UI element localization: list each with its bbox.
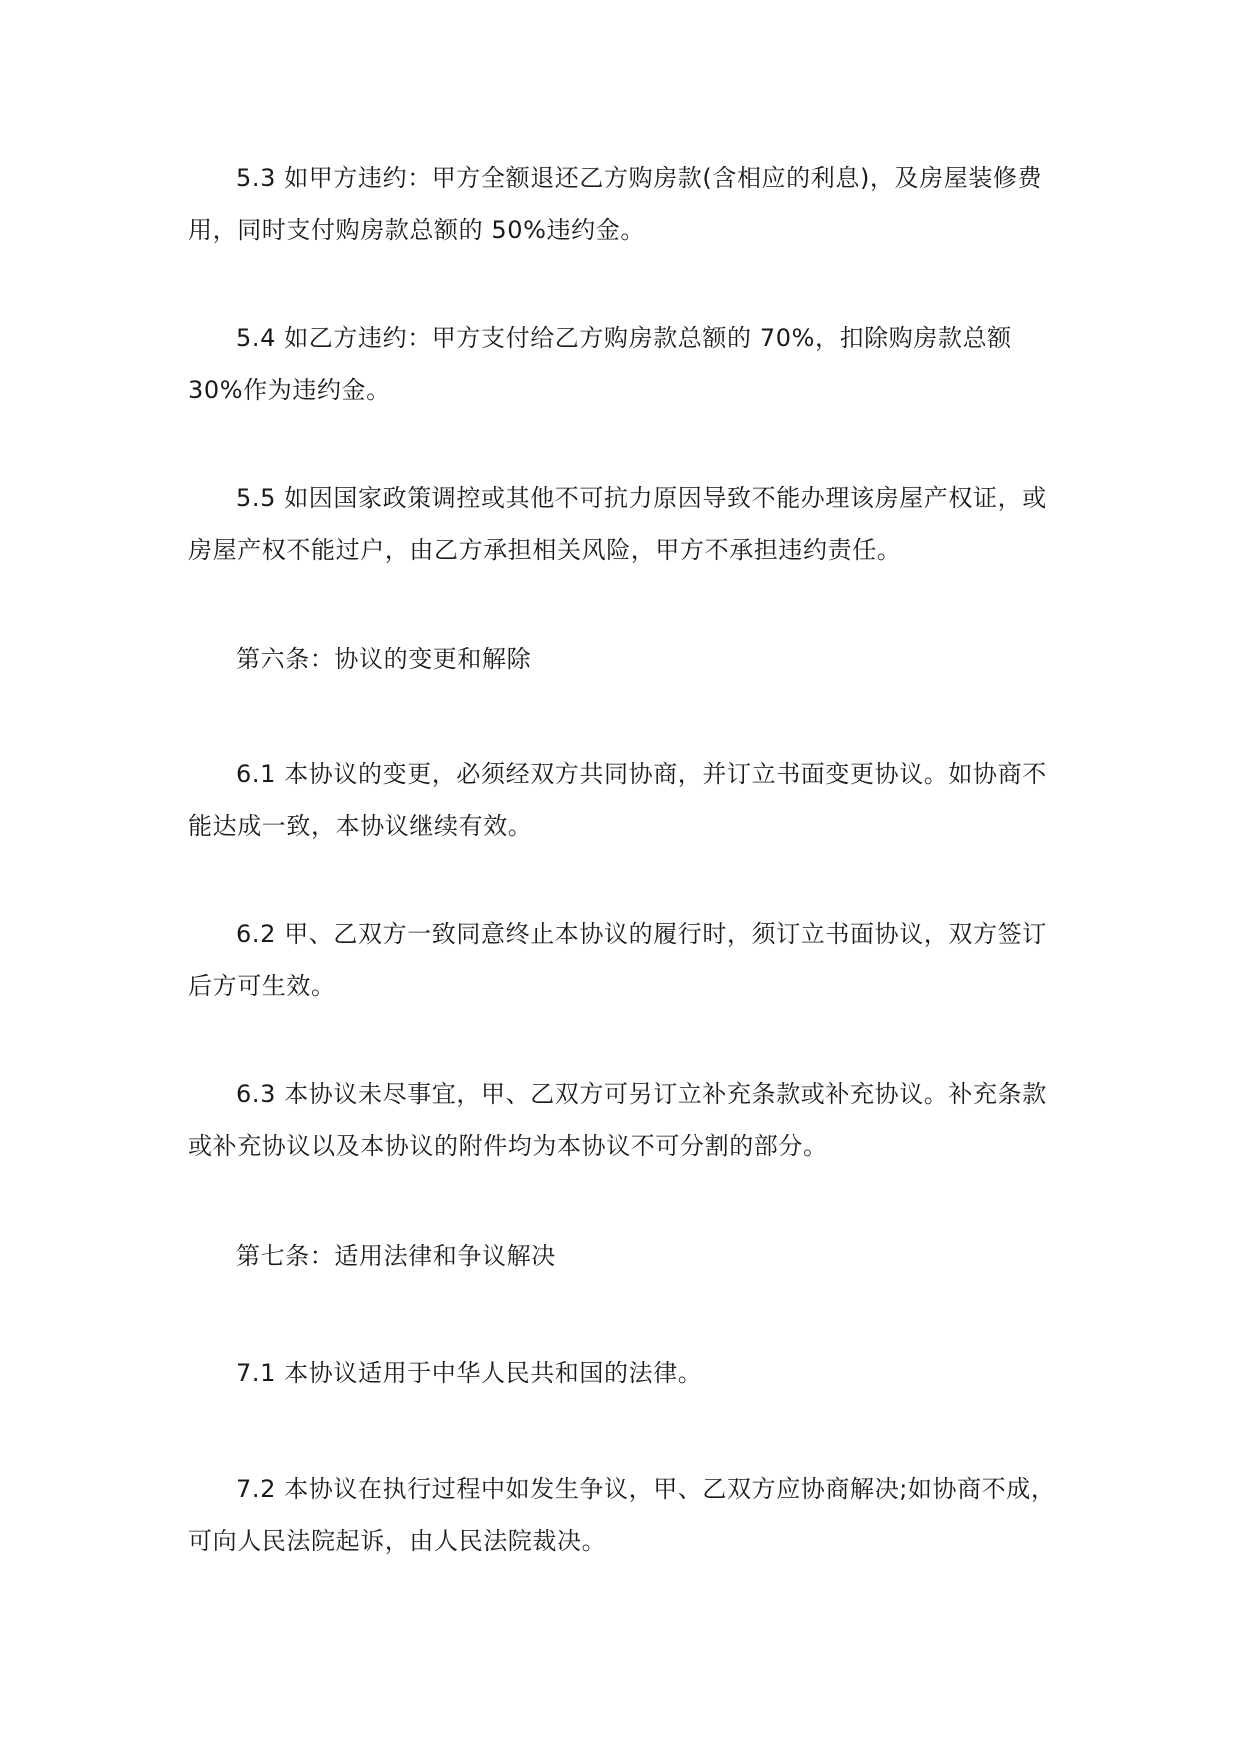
clause-6-1: 6.1 本协议的变更，必须经双方共同协商，并订立书面变更协议。如协商不能达成一致，本协议继续有效。	[188, 760, 1047, 840]
clause-6-2: 6.2 甲、乙双方一致同意终止本协议的履行时，须订立书面协议，双方签订后方可生效。	[188, 920, 1047, 1000]
clause-5-3: 5.3 如甲方违约：甲方全额退还乙方购房款(含相应的利息)，及房屋装修费用，同时支付购房款总额的 50%违约金。	[188, 164, 1043, 244]
clause-6-3: 6.3 本协议未尽事宜，甲、乙双方可另订立补充条款或补充协议。补充条款或补充协议以及本协议的附件均为本协议不可分割的部分。	[188, 1080, 1047, 1160]
clause-7-1: 7.1 本协议适用于中华人民共和国的法律。	[236, 1359, 703, 1387]
article-7-heading: 第七条：适用法律和争议解决	[236, 1242, 556, 1270]
article-6-heading: 第六条：协议的变更和解除	[236, 645, 532, 673]
clause-5-5: 5.5 如因国家政策调控或其他不可抗力原因导致不能办理该房屋产权证，或房屋产权不能过户，由乙方承担相关风险，甲方不承担违约责任。	[188, 484, 1047, 564]
clause-7-2: 7.2 本协议在执行过程中如发生争议，甲、乙双方应协商解决;如协商不成，可向人民法院起诉，由人民法院裁决。	[188, 1475, 1056, 1555]
clause-5-4: 5.4 如乙方违约：甲方支付给乙方购房款总额的 70%，扣除购房款总额 30%作为违约金。	[188, 324, 1012, 404]
